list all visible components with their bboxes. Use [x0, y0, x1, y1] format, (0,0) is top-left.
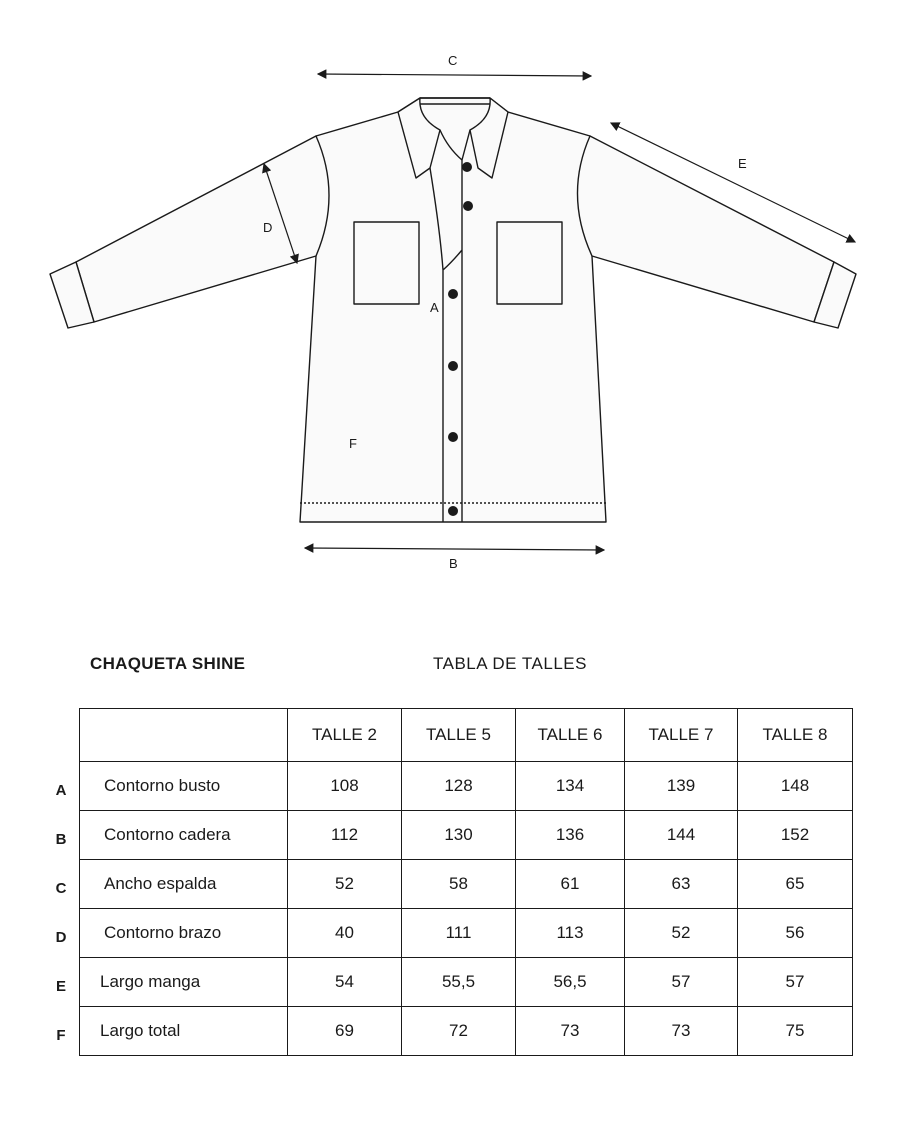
table-cell: 144: [625, 811, 738, 860]
label-c: C: [448, 53, 458, 68]
row-label: Largo total: [80, 1007, 288, 1056]
label-d: D: [263, 220, 273, 235]
row-letters: [50, 762, 72, 1056]
row-letter-a: A: [55, 782, 67, 799]
table-cell: 63: [625, 860, 738, 909]
table-row: [80, 860, 853, 909]
table-cell: 52: [625, 909, 738, 958]
column-header: TALLE 6: [516, 709, 625, 762]
column-header: TALLE 7: [625, 709, 738, 762]
table-cell: 57: [625, 958, 738, 1007]
table-cell: 130: [402, 811, 516, 860]
table-cell: 73: [516, 1007, 625, 1056]
table-row: [80, 762, 853, 811]
product-name: CHAQUETA SHINE: [90, 654, 246, 673]
table-row: [80, 811, 853, 860]
row-label: Ancho espalda: [80, 860, 288, 909]
row-letter-b: B: [55, 831, 67, 848]
table-cell: 73: [625, 1007, 738, 1056]
button: [448, 506, 458, 516]
table-cell: 40: [288, 909, 402, 958]
table-corner: [80, 709, 288, 762]
table-cell: 55,5: [402, 958, 516, 1007]
left-sleeve: [76, 136, 329, 322]
table-cell: 72: [402, 1007, 516, 1056]
row-label: Largo manga: [80, 958, 288, 1007]
table-cell: 58: [402, 860, 516, 909]
row-letter-d: D: [55, 929, 67, 946]
row-label: Contorno cadera: [80, 811, 288, 860]
button: [463, 201, 473, 211]
row-letter-f: F: [56, 1027, 66, 1044]
table-cell: 139: [625, 762, 738, 811]
button: [448, 361, 458, 371]
table-cell: 57: [738, 958, 853, 1007]
table-cell: 75: [738, 1007, 853, 1056]
table-cell: 65: [738, 860, 853, 909]
table-cell: 136: [516, 811, 625, 860]
table-cell: 69: [288, 1007, 402, 1056]
table-cell: 134: [516, 762, 625, 811]
button: [448, 289, 458, 299]
right-sleeve: [577, 136, 834, 322]
table-cell: 113: [516, 909, 625, 958]
button: [448, 432, 458, 442]
column-header: TALLE 2: [288, 709, 402, 762]
label-e: E: [738, 156, 747, 171]
column-header: TALLE 8: [738, 709, 853, 762]
table-cell: 148: [738, 762, 853, 811]
row-label: Contorno busto: [80, 762, 288, 811]
table-row: [80, 958, 853, 1007]
size-table: [79, 708, 853, 1056]
row-letter-c: C: [55, 880, 67, 897]
table-cell: 56,5: [516, 958, 625, 1007]
row-letter-e: E: [55, 978, 66, 995]
label-b: B: [449, 556, 458, 571]
table-cell: 54: [288, 958, 402, 1007]
table-row: [80, 1007, 853, 1056]
table-cell: 112: [288, 811, 402, 860]
table-cell: 61: [516, 860, 625, 909]
table-cell: 128: [402, 762, 516, 811]
table-cell: 108: [288, 762, 402, 811]
arrow-b: [305, 548, 604, 550]
table-cell: 56: [738, 909, 853, 958]
table-header-row: [80, 709, 853, 762]
row-label: Contorno brazo: [80, 909, 288, 958]
table-cell: 111: [402, 909, 516, 958]
table-cell: 52: [288, 860, 402, 909]
jacket-body: [300, 98, 606, 522]
label-f: F: [349, 436, 357, 451]
label-a: A: [430, 300, 439, 315]
table-title: TABLA DE TALLES: [433, 654, 587, 673]
column-header: TALLE 5: [402, 709, 516, 762]
button: [462, 162, 472, 172]
table-row: [80, 909, 853, 958]
table-cell: 152: [738, 811, 853, 860]
arrow-c: [318, 74, 591, 76]
